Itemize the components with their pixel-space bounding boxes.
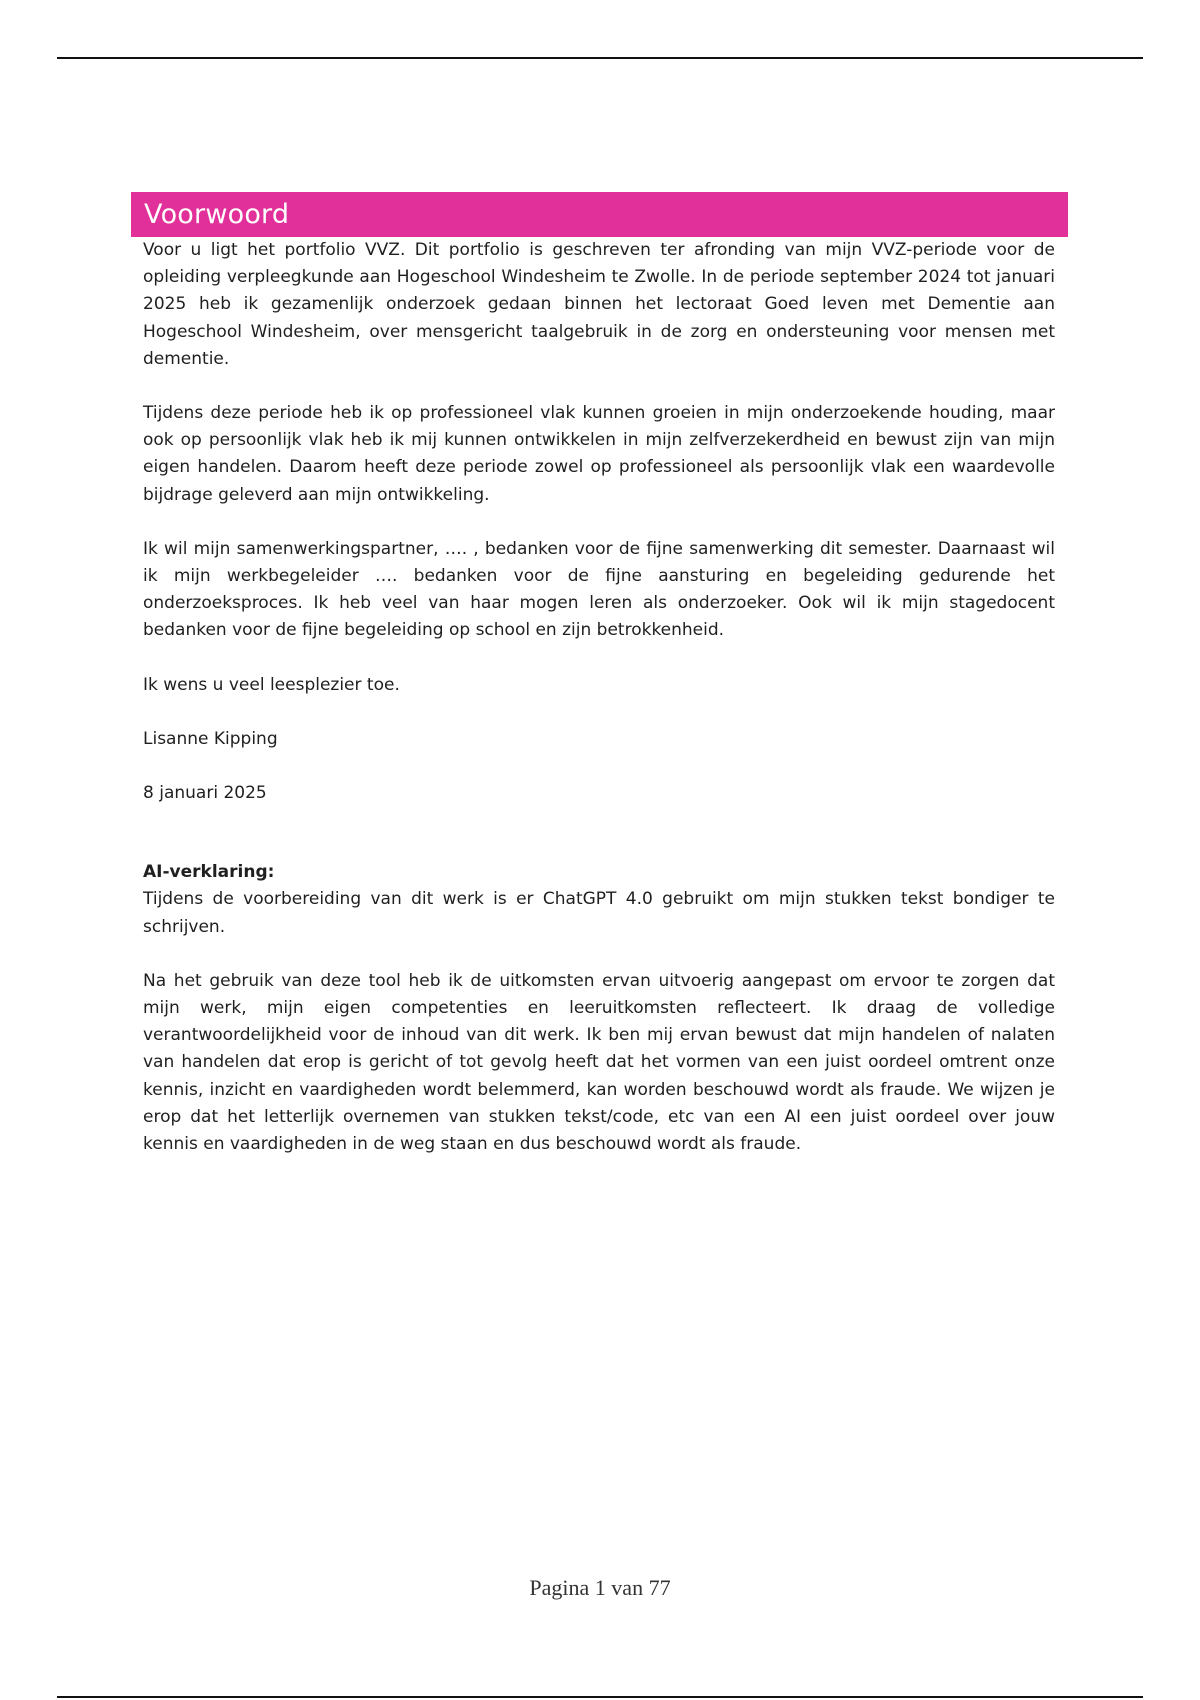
signature-name: Lisanne Kipping: [143, 728, 278, 749]
paragraph-thanks: Ik wil mijn samenwerkingspartner, …. , bedanken voor de fijne samenwerking dit semester. Daarnaast wil ik mijn werkbegeleider …. bedanken voor de fijne aansturing en begeleiding gedurende het onderzoeksproces. Ik heb veel van haar mogen leren als onderzoeker. Ook wil ik mijn stagedocent bedanken voor de fijne begeleiding op school en zijn betrokkenheid.: [143, 538, 1055, 641]
paragraph-closing: Ik wens u veel leesplezier toe.: [143, 674, 400, 695]
signature-date: 8 januari 2025: [143, 783, 267, 804]
ai-statement-paragraph-1: Tijdens de voorbereiding van dit werk is er ChatGPT 4.0 gebruikt om mijn stukken tekst bondiger te schrijven.: [143, 889, 1055, 937]
document-body: [143, 237, 1055, 1158]
section-heading: Voorwoord: [131, 192, 1068, 237]
ai-statement-title: AI-verklaring:: [143, 862, 275, 883]
paragraph-growth: Tijdens deze periode heb ik op professioneel vlak kunnen groeien in mijn onderzoekende houding, maar ook op persoonlijk vlak heb ik mij kunnen ontwikkelen in mijn zelfverzekerdheid en bewust zijn van mijn eigen handelen. Daarom heeft deze periode zowel op professioneel als persoonlijk vlak een waardevolle bijdrage geleverd aan mijn ontwikkeling.: [143, 403, 1055, 505]
footer-rule: [57, 1696, 1143, 1698]
paragraph-intro: Voor u ligt het portfolio VVZ. Dit portfolio is geschreven ter afronding van mijn VVZ-periode voor de opleiding verpleegkunde aan Hogeschool Windesheim te Zwolle. In de periode september 2024 tot januari 2025 heb ik gezamenlijk onderzoek gedaan binnen het lectoraat Goed leven met Dementie aan Hogeschool Windesheim, over mensgericht taalgebruik in de zorg en ondersteuning voor mensen met dementie.: [143, 240, 1055, 369]
ai-statement: [143, 859, 1055, 1158]
header-rule: [57, 57, 1143, 59]
ai-statement-paragraph-2: Na het gebruik van deze tool heb ik de uitkomsten ervan uitvoerig aangepast om ervoor te zorgen dat mijn werk, mijn eigen competenties en leeruitkomsten reflecteert. Ik draag de volledige verantwoordelijkheid voor de inhoud van dit werk. Ik ben mij ervan bewust dat mijn handelen of nalaten van handelen dat erop is gericht of tot gevolg heeft dat het vormen van een juist oordeel omtrent onze kennis, inzicht en vaardigheden wordt belemmerd, kan worden beschouwd wordt als fraude. We wijzen je erop dat het letterlijk overnemen van stukken tekst/code, etc van een AI een juist oordeel over jouw kennis en vaardigheden in de weg staan en dus beschouwd wordt als fraude.: [143, 970, 1055, 1155]
page-number: Pagina 1 van 77: [529, 1575, 671, 1600]
